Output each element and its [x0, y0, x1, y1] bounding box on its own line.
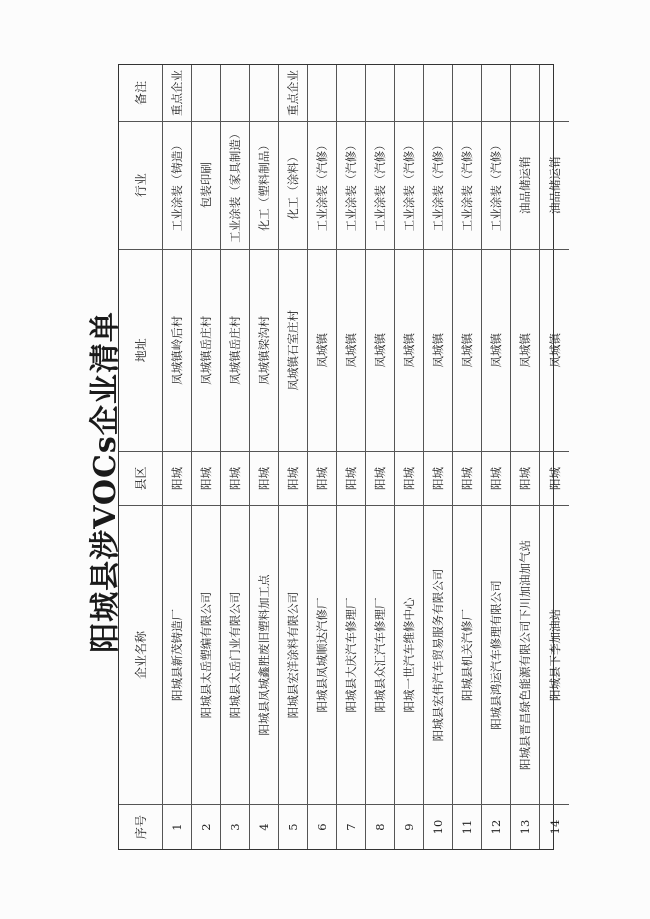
- industry-cell: 工业涂装（家具制造）: [221, 121, 249, 249]
- index-cell: 8: [366, 804, 394, 849]
- county-cell: 阳城: [163, 451, 191, 505]
- note-cell: [395, 65, 423, 121]
- address-cell: 凤城镇: [511, 249, 539, 451]
- address-cell: 凤城镇: [337, 249, 365, 451]
- county-cell: 阳城: [424, 451, 452, 505]
- index-cell: 2: [192, 804, 220, 849]
- note-cell: [482, 65, 510, 121]
- address-cell: 凤城镇岳庄村: [221, 249, 249, 451]
- header-enterprise-name: 企业名称: [119, 505, 162, 804]
- index-cell: 12: [482, 804, 510, 849]
- county-cell: 阳城: [453, 451, 481, 505]
- address-cell: 凤城镇: [482, 249, 510, 451]
- table-row: [482, 65, 511, 849]
- note-cell: 重点企业: [170, 69, 184, 116]
- table-row: [540, 65, 569, 849]
- note-cell: [250, 65, 278, 121]
- enterprise-name-cell: 阳城县新茂铸造厂: [163, 505, 191, 804]
- enterprise-name-cell: 阳城县机关汽修厂: [453, 505, 481, 804]
- index-cell: 6: [308, 804, 336, 849]
- enterprise-name-cell: 阳城县宏洋涂料有限公司: [279, 505, 307, 804]
- enterprise-name-cell: 阳城县晋昌绿色能源有限公司下川加油加气站: [511, 505, 539, 804]
- index-cell: 9: [395, 804, 423, 849]
- table-row: [221, 65, 250, 849]
- county-cell: 阳城: [250, 451, 278, 505]
- address-cell: 凤城镇: [453, 249, 481, 451]
- table-row: [163, 65, 192, 849]
- industry-cell: 工业涂装（汽修）: [453, 121, 481, 249]
- industry-cell: 工业涂装（汽修）: [482, 121, 510, 249]
- header-note: 备注: [134, 80, 148, 105]
- note-cell: [308, 65, 336, 121]
- note-cell: [511, 65, 539, 121]
- industry-cell: 工业涂装（汽修）: [308, 121, 336, 249]
- address-cell: 凤城镇岳庄村: [192, 249, 220, 451]
- address-cell: 凤城镇: [308, 249, 336, 451]
- table-row: [453, 65, 482, 849]
- address-cell: 凤城镇: [395, 249, 423, 451]
- table-row: [395, 65, 424, 849]
- industry-cell: 油品储运销: [511, 121, 539, 249]
- industry-cell: 包装印刷: [192, 121, 220, 249]
- table-container: [118, 64, 562, 850]
- enterprise-name-cell: 阳城县鸿运汽车修理有限公司: [482, 505, 510, 804]
- address-cell: 凤城镇梁沟村: [250, 249, 278, 451]
- index-cell: 5: [279, 804, 307, 849]
- county-cell: 阳城: [221, 451, 249, 505]
- note-cell: [540, 65, 569, 121]
- table-row: [250, 65, 279, 849]
- index-cell: 11: [453, 804, 481, 849]
- enterprise-name-cell: 阳城一世汽车维修中心: [395, 505, 423, 804]
- note-cell: [366, 65, 394, 121]
- voc-enterprise-table: [118, 64, 562, 850]
- table-row: [366, 65, 395, 849]
- industry-cell: 工业涂装（汽修）: [395, 121, 423, 249]
- county-cell: 阳城: [395, 451, 423, 505]
- county-cell: 阳城: [308, 451, 336, 505]
- note-cell: [192, 65, 220, 121]
- address-cell: 凤城镇岭后村: [163, 249, 191, 451]
- enterprise-name-cell: 阳城县大庆汽车修理厂: [337, 505, 365, 804]
- address-cell: 凤城镇: [424, 249, 452, 451]
- table-row: [192, 65, 221, 849]
- table-row: [308, 65, 337, 849]
- enterprise-name-cell: 阳城县众汇汽车修理厂: [366, 505, 394, 804]
- header-index: 序号: [119, 804, 162, 849]
- index-cell: 3: [221, 804, 249, 849]
- industry-cell: 工业涂装（汽修）: [424, 121, 452, 249]
- enterprise-name-cell: 阳城县下李加油站: [540, 505, 569, 804]
- table-row: [279, 65, 308, 849]
- county-cell: 阳城: [540, 451, 569, 505]
- enterprise-name-cell: 阳城县太岳门业有限公司: [221, 505, 249, 804]
- industry-cell: 工业涂装（汽修）: [337, 121, 365, 249]
- county-cell: 阳城: [192, 451, 220, 505]
- index-cell: 7: [337, 804, 365, 849]
- industry-cell: 油品储运销: [540, 121, 569, 249]
- note-cell: [337, 65, 365, 121]
- industry-cell: 工业涂装（汽修）: [366, 121, 394, 249]
- document-title: 阳城县涉VOCs企业清单: [88, 311, 123, 653]
- industry-cell: 化工（涂料）: [279, 121, 307, 249]
- county-cell: 阳城: [279, 451, 307, 505]
- enterprise-name-cell: 阳城县太岳塑编有限公司: [192, 505, 220, 804]
- table-header-row: [119, 65, 163, 849]
- table-row: [337, 65, 366, 849]
- county-cell: 阳城: [366, 451, 394, 505]
- address-cell: 凤城镇: [366, 249, 394, 451]
- note-cell: [221, 65, 249, 121]
- header-address: 地址: [119, 249, 162, 451]
- county-cell: 阳城: [511, 451, 539, 505]
- table-row: [424, 65, 453, 849]
- table-row: [511, 65, 540, 849]
- county-cell: 阳城: [482, 451, 510, 505]
- industry-cell: 化工（塑料制品）: [250, 121, 278, 249]
- index-cell: 4: [250, 804, 278, 849]
- index-cell: 1: [163, 804, 191, 849]
- county-cell: 阳城: [337, 451, 365, 505]
- address-cell: 凤城镇: [540, 249, 569, 451]
- note-cell: 重点企业: [286, 69, 300, 116]
- enterprise-name-cell: 阳城县凤城顺达汽修厂: [308, 505, 336, 804]
- index-cell: 13: [511, 804, 539, 849]
- header-industry: 行业: [119, 121, 162, 249]
- note-cell: [424, 65, 452, 121]
- address-cell: 凤城镇石室庄村: [279, 249, 307, 451]
- index-cell: 10: [424, 804, 452, 849]
- enterprise-name-cell: 阳城县宏伟汽车贸易服务有限公司: [424, 505, 452, 804]
- index-cell: 14: [540, 804, 569, 849]
- enterprise-name-cell: 阳城县凤城鑫胜废旧塑料加工点: [250, 505, 278, 804]
- header-county: 县区: [119, 451, 162, 505]
- note-cell: [453, 65, 481, 121]
- industry-cell: 工业涂装（铸造）: [163, 121, 191, 249]
